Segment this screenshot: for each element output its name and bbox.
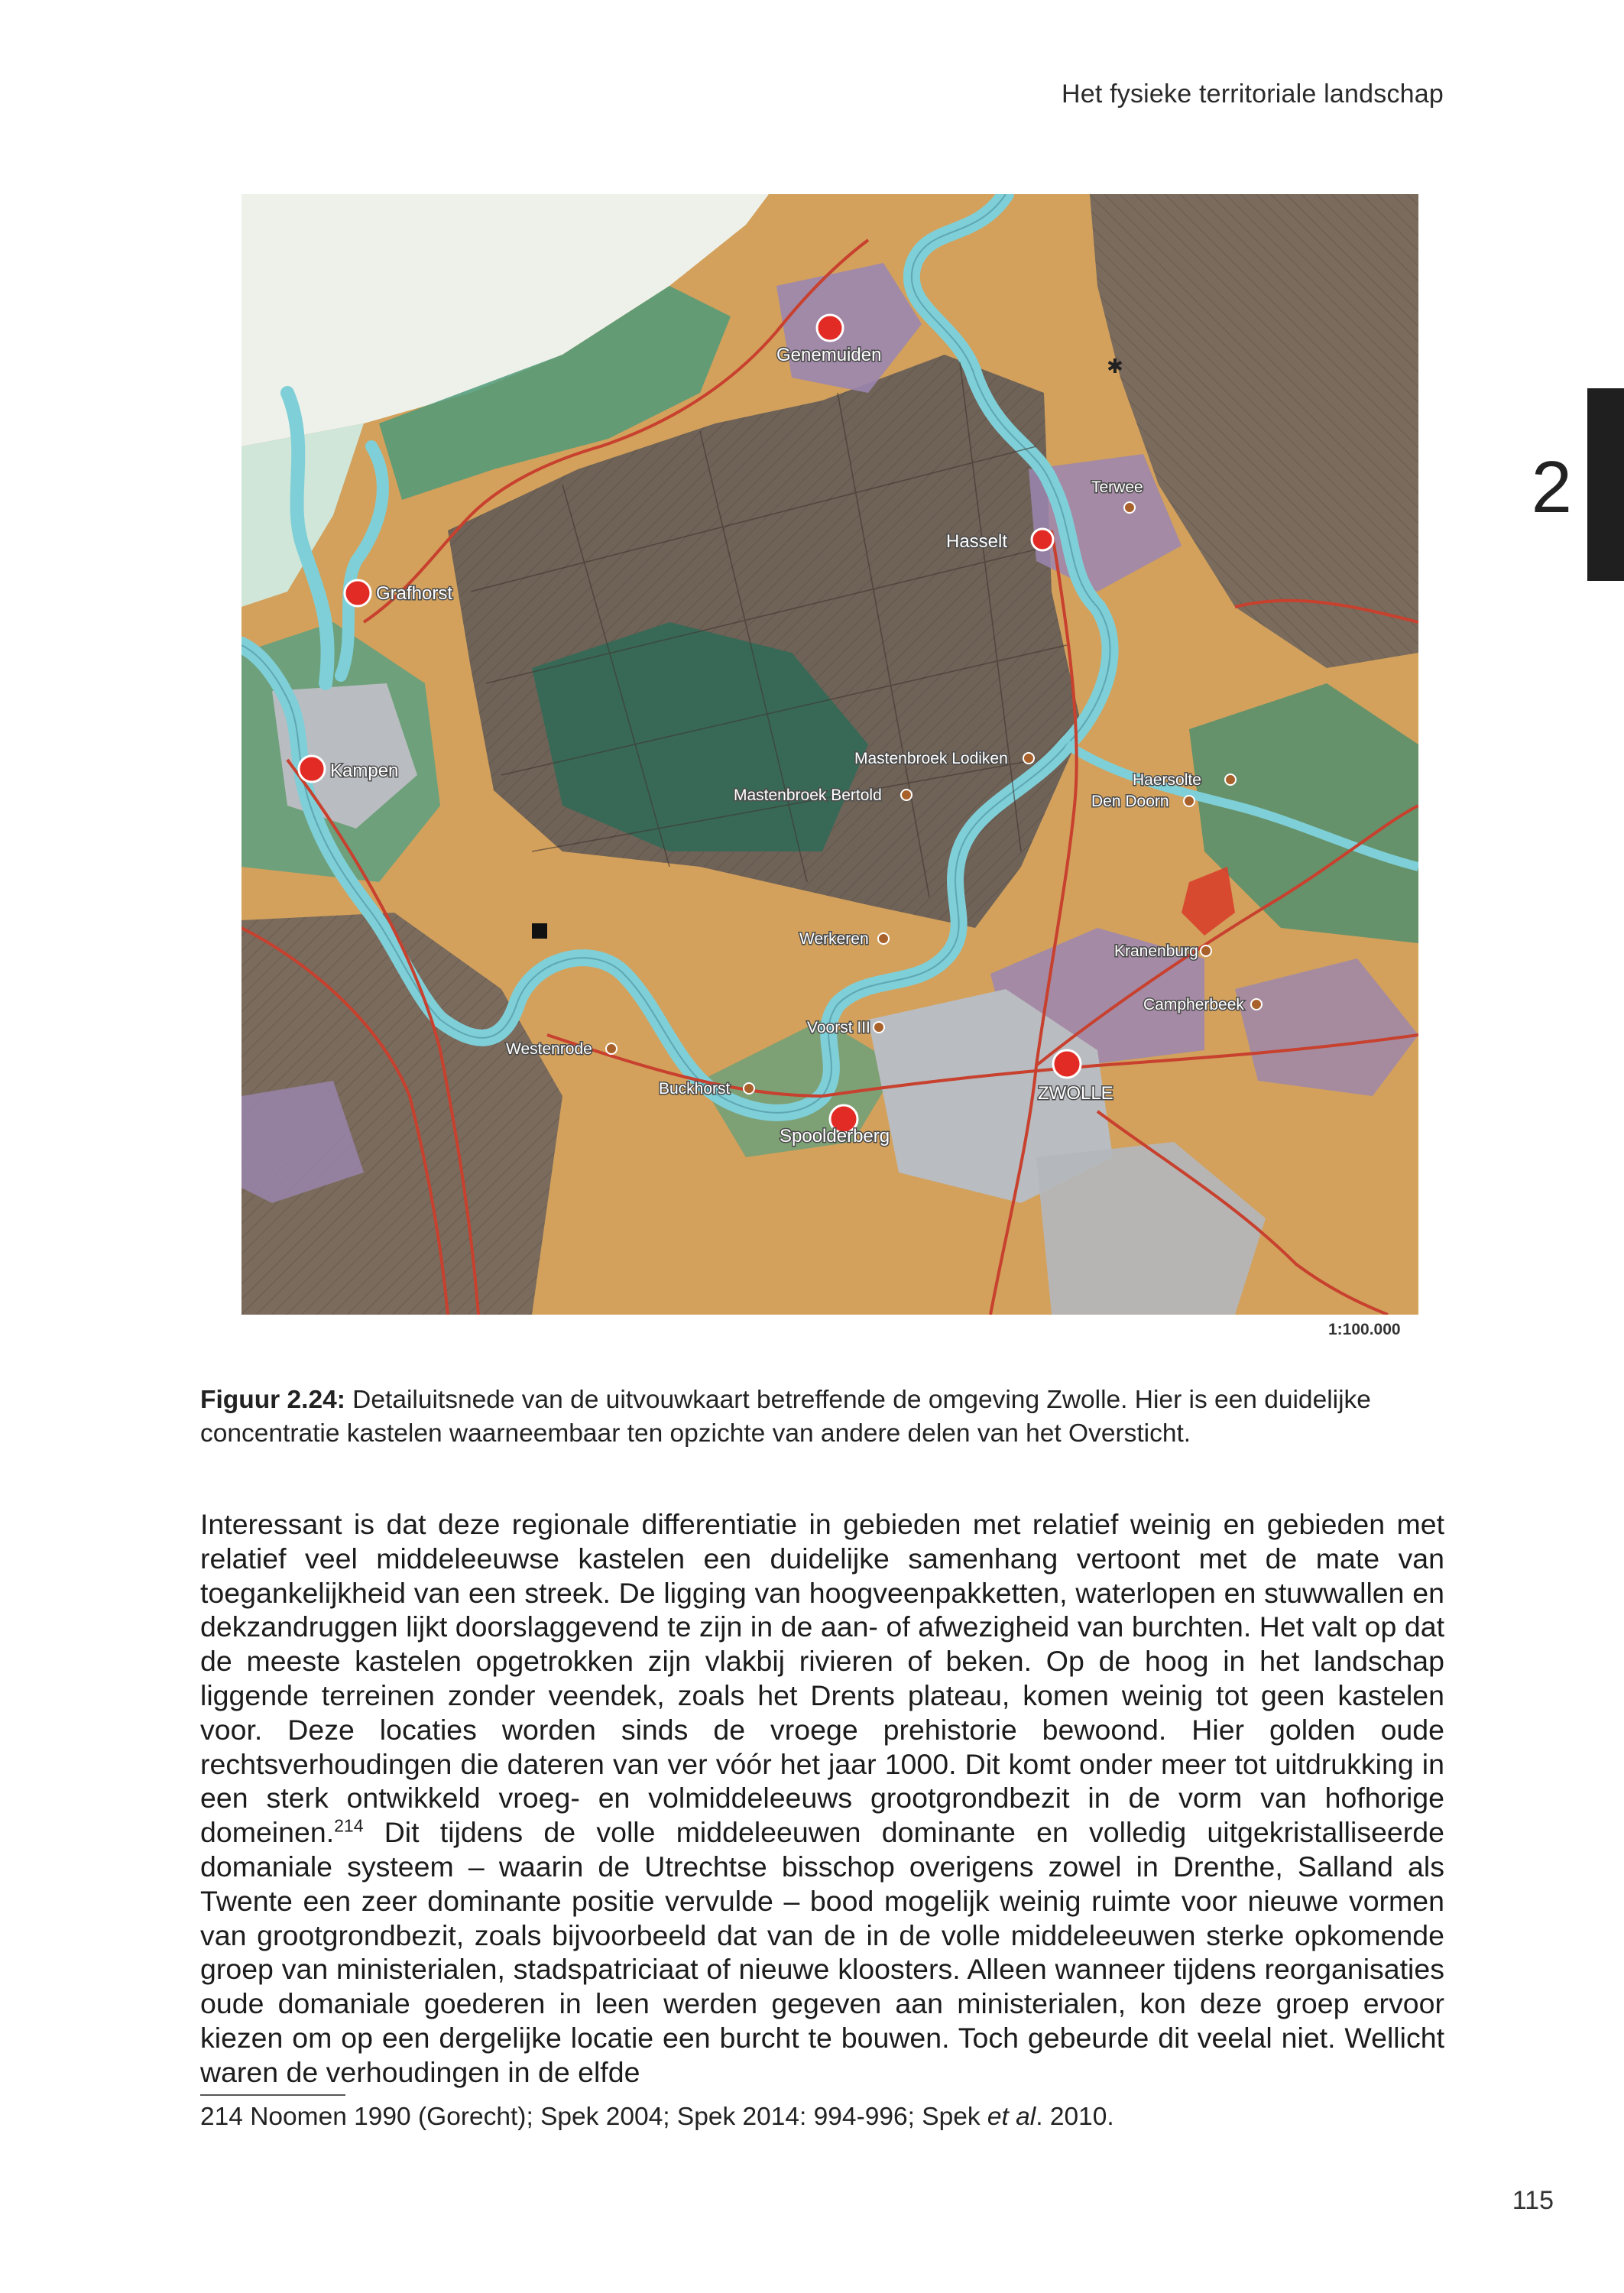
body-text-part1: Interessant is dat deze regionale differentiatie in gebieden met relatief weinig en gebieden met relatief veel middeleeuwse kastelen een duidelijke samenhang vertoont met de mate van toegankelijkheid van een streek. De ligging van hoogveenpakketten, waterlopen en stuwwallen en dekzandruggen lijkt doorslaggevend te zijn in de aan- of afwezigheid van burchten. Het valt op dat de meeste kastelen opgetrokken zijn vlakbij rivieren of beken. Op de hoog in het landschap liggende terreinen zonder veendek, zoals het Drents plateau, komen weinig tot geen kastelen voor. Deze locaties worden sinds de vroege prehistorie bewoond. Hier golden oude rechtsverhoudingen die dateren van ver vóór het jaar 1000. Dit komt onder meer tot uitdrukking in een sterk ontwikkeld vroeg- en volmiddeleeuws grootgrondbezit in de vorm van hofhorige domeinen.	[200, 1508, 1444, 1849]
caption-label: Figuur 2.24:	[200, 1386, 345, 1414]
map-black-marker	[532, 923, 547, 939]
figure-caption	[200, 1383, 1444, 1451]
chapter-number: 2	[1531, 446, 1572, 528]
map-label-voorst-iii: Voorst III	[807, 1019, 870, 1036]
map-star-symbol: ✱	[1107, 355, 1123, 378]
page-number: 115	[1512, 2186, 1554, 2215]
map-label-kranenburg: Kranenburg	[1114, 942, 1198, 960]
footnote-text: Noomen 1990 (Gorecht); Spek 2004; Spek 2014: 994-996; Spek	[242, 2103, 987, 2131]
footnote-number: 214	[200, 2103, 243, 2131]
map-label-mastenbroek-lodiken: Mastenbroek Lodiken	[854, 750, 1008, 767]
running-head: Het fysieke territoriale landschap	[1061, 79, 1444, 109]
map-label-den-doorn: Den Doorn	[1091, 793, 1169, 810]
map-label-terwee: Terwee	[1091, 478, 1143, 496]
footnote-italic: et al	[987, 2103, 1036, 2131]
map-label-hasselt: Hasselt	[946, 531, 1008, 552]
caption-text: Detailuitsnede van de uitvouwkaart betreffende de omgeving Zwolle. Hier is een duidelijke concentratie kastelen waarneembaar ten opzichte van andere delen van het Oversticht.	[200, 1386, 1371, 1448]
map-label-campherbeek: Campherbeek	[1143, 996, 1244, 1014]
chapter-tab	[1587, 388, 1624, 581]
body-text-part2: Dit tijdens de volle middeleeuwen dominante en volledig uitgekristalliseerde domaniale systeem – waarin de Utrechtse bisschop overigens zowel in Drenthe, Salland als Twente een zeer dominante positie vervulde – bood mogelijk weinig ruimte voor nieuwe vormen van grootgrondbezit, zoals bijvoorbeeld dat van de in de volle middeleeuwen sterke opkomende groep van ministerialen, stadspatriciaat of nieuwe kloosters. Alleen wanneer tijdens reorganisaties oude domaniale goederen in leen werden gegeven aan ministerialen, kon deze groep ervoor kiezen om op een dergelijke locatie een burcht te bouwen. Toch gebeurde dit veelal niet. Wellicht waren de verhoudingen in de elfde	[200, 1816, 1444, 2088]
map-label-buckhorst: Buckhorst	[659, 1080, 731, 1098]
map-label-kampen: Kampen	[330, 761, 399, 781]
footnote-divider	[200, 2094, 345, 2096]
footnote-reference[interactable]: 214	[334, 1815, 364, 1836]
map-label-westenrode: Westenrode	[506, 1040, 592, 1058]
map-label-genemuiden: Genemuiden	[776, 345, 882, 365]
footnote	[200, 2100, 1444, 2134]
map-label-zwolle: ZWOLLE	[1038, 1083, 1113, 1104]
map-scale: 1:100.000	[1328, 1321, 1401, 1338]
map-label-mastenbroek-bertold: Mastenbroek Bertold	[734, 786, 882, 804]
body-paragraph	[200, 1507, 1444, 2090]
map-label-haersolte: Haersolte	[1133, 771, 1201, 789]
map-label-spoolderberg: Spoolderberg	[780, 1126, 890, 1146]
map-label-werkeren: Werkeren	[799, 930, 869, 948]
map-figure	[241, 194, 1418, 1315]
footnote-text-end: . 2010.	[1036, 2103, 1114, 2131]
map-label-grafhorst: Grafhorst	[376, 583, 453, 604]
